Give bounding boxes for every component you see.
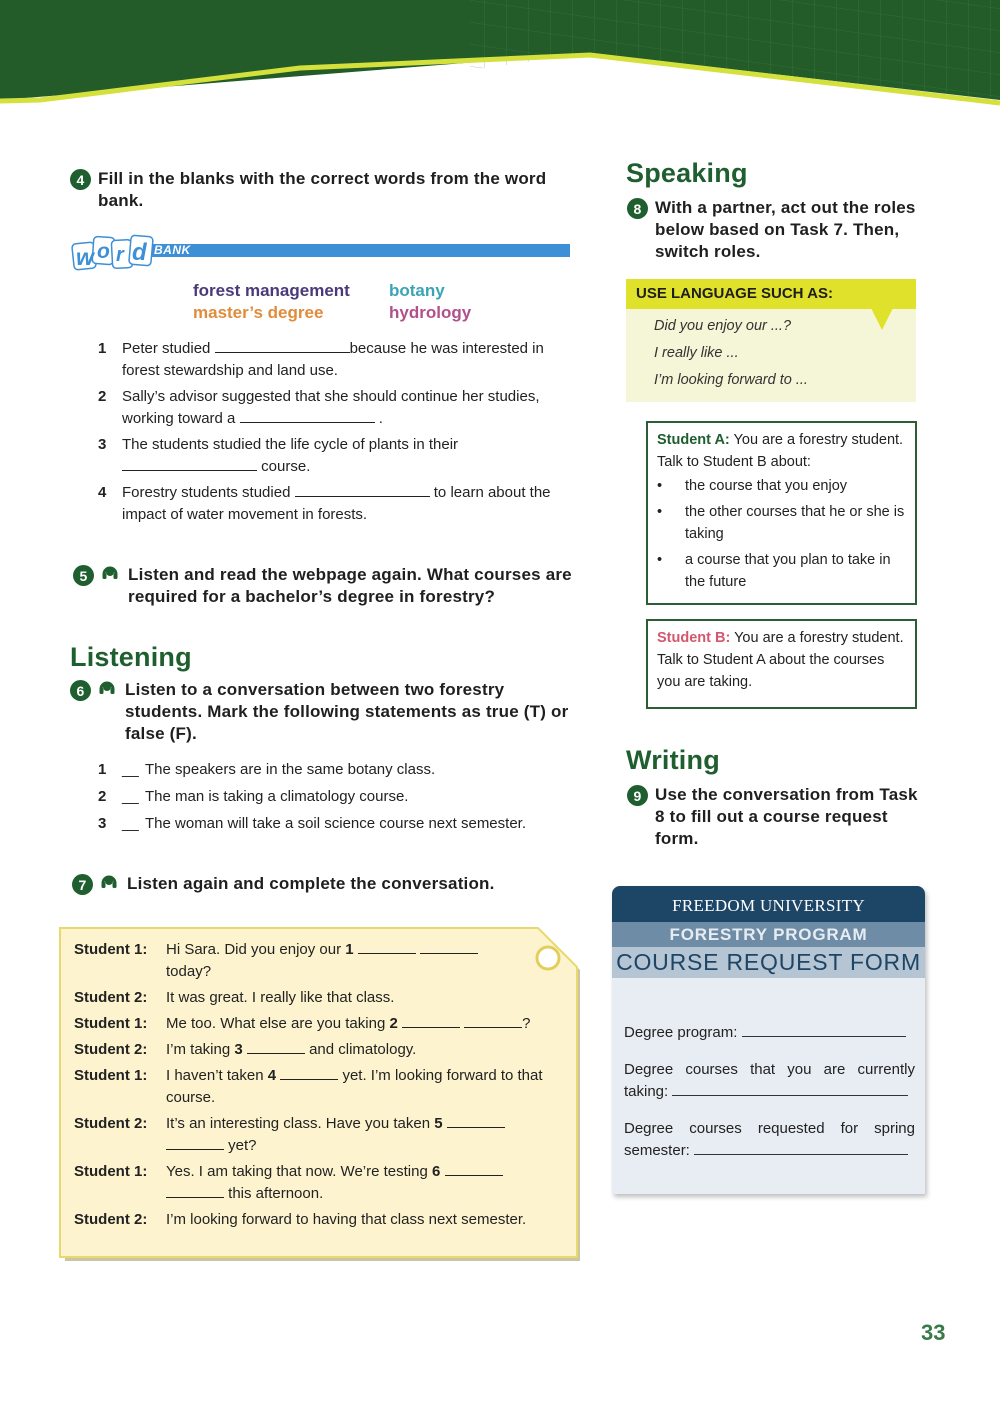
question-item: 2 Sally’s advisor suggested that she should continue her studies, working toward a . (98, 388, 540, 427)
answer-blank[interactable] (240, 409, 375, 423)
requested-courses-input[interactable] (694, 1141, 908, 1155)
audio-headphones-icon[interactable] (101, 564, 119, 582)
task-7-instruction: 7 Listen again and complete the conversation. (72, 873, 575, 895)
answer-blank[interactable]: __ (122, 761, 139, 778)
answer-blank[interactable] (402, 1014, 460, 1028)
task-number-badge: 6 (70, 680, 91, 701)
task-number-badge: 4 (70, 169, 91, 190)
answer-blank[interactable] (166, 1184, 224, 1198)
task-number-badge: 9 (627, 785, 648, 806)
student-a-label: Student A: (657, 432, 730, 448)
task-4-instruction: 4 Fill in the blanks with the correct words from the word bank. (70, 168, 575, 212)
form-title: COURSE REQUEST FORM (612, 947, 925, 978)
answer-blank[interactable]: __ (122, 815, 139, 832)
answer-blank[interactable] (166, 1136, 224, 1150)
word-bank-logo-icon (70, 234, 156, 272)
svg-text:o: o (97, 240, 110, 263)
task-number-badge: 7 (72, 874, 93, 895)
degree-program-input[interactable] (742, 1023, 906, 1037)
right-column (626, 158, 926, 850)
conversation-card (59, 927, 582, 1262)
task-4-questions (98, 338, 575, 526)
audio-headphones-icon[interactable] (98, 679, 116, 697)
bullet-icon: • (657, 478, 663, 494)
form-field-degree-program: Degree program: (624, 1022, 915, 1044)
dialogue-line: Student 1: Hi Sara. Did you enjoy our 1 today? (74, 939, 559, 983)
answer-blank[interactable] (215, 339, 350, 353)
conversation-text (74, 939, 559, 1235)
word-bank-bar (148, 244, 570, 257)
question-item: 3 The students studied the life cycle of plants in their course. (98, 436, 459, 475)
statement-item: 1 __ The speakers are in the same botany class. (98, 759, 575, 781)
bullet-icon: • (657, 504, 663, 520)
answer-blank[interactable] (358, 940, 416, 954)
word-bank-word: forest management (193, 281, 350, 300)
task-9-instruction: 9 Use the conversation from Task 8 to fill out a course request form. (627, 784, 926, 850)
answer-blank[interactable] (445, 1162, 503, 1176)
form-program-name: FORESTRY PROGRAM (612, 922, 925, 947)
section-title-speaking: Speaking (626, 158, 748, 188)
student-a-topics (657, 475, 906, 593)
form-fields (612, 978, 925, 1162)
topic-item: • the course that you enjoy (657, 475, 906, 497)
language-phrase: Did you enjoy our ...? (654, 318, 792, 334)
statement-item: 3 __ The woman will take a soil science course next semester. (98, 813, 575, 835)
word-bank-words (193, 280, 575, 324)
answer-blank[interactable] (247, 1040, 305, 1054)
task-6-statements (98, 759, 575, 835)
statement-item: 2 __ The man is taking a climatology course. (98, 786, 575, 808)
student-b-role-card: Student B: You are a forestry student. Talk to Student A about the courses you are taking. (646, 619, 917, 709)
header-banner (0, 0, 1000, 112)
svg-text:d: d (132, 239, 147, 266)
language-phrase: I really like ... (654, 345, 739, 361)
audio-headphones-icon[interactable] (100, 873, 118, 891)
word-bank-word: botany (389, 281, 445, 300)
svg-text:r: r (116, 244, 124, 266)
answer-blank[interactable]: __ (122, 788, 139, 805)
speech-pointer-icon (871, 308, 893, 330)
student-b-label: Student B: (657, 630, 731, 646)
course-request-form (612, 886, 925, 1194)
word-bank-word: master’s degree (193, 303, 324, 322)
question-item: 4 Forestry students studied to learn about the impact of water movement in forests. (98, 484, 551, 523)
form-field-requested-courses: Degree courses requested for spring semester: (624, 1120, 915, 1159)
answer-blank[interactable] (420, 940, 478, 954)
bullet-icon: • (657, 552, 663, 568)
dialogue-line: Student 2: I’m looking forward to having that class next semester. (74, 1211, 527, 1228)
section-title-writing: Writing (626, 745, 720, 775)
dialogue-line: Student 1: I haven’t taken 4 yet. I’m looking forward to that course. (74, 1067, 543, 1106)
dialogue-line: Student 1: Me too. What else are you taking 2 ? (74, 1015, 531, 1032)
answer-blank[interactable] (464, 1014, 522, 1028)
task-number-badge: 5 (73, 565, 94, 586)
use-language-box (626, 279, 916, 402)
form-university-name: FREEDOM UNIVERSITY (612, 886, 925, 922)
current-courses-input[interactable] (672, 1082, 908, 1096)
word-bank-label: BANK (154, 243, 191, 257)
page-number: 33 (921, 1320, 946, 1345)
language-phrase: I’m looking forward to ... (654, 372, 808, 388)
answer-blank[interactable] (280, 1066, 338, 1080)
topic-item: • the other courses that he or she is taking (657, 501, 906, 545)
dialogue-line: Student 1: Yes. I am taking that now. We’re testing 6 this afternoon. (74, 1161, 559, 1205)
answer-blank[interactable] (122, 457, 257, 471)
question-item: 1 Peter studied because he was interested in forest stewardship and land use. (98, 340, 544, 379)
topic-item: • a course that you plan to take in the future (657, 549, 906, 593)
dialogue-line: Student 2: I’m taking 3 and climatology. (74, 1041, 417, 1058)
word-bank-header (70, 236, 575, 276)
form-field-current-courses: Degree courses that you are currently taking: (624, 1061, 915, 1100)
answer-blank[interactable] (295, 483, 430, 497)
left-column (70, 168, 575, 895)
use-language-heading: USE LANGUAGE SUCH AS: (626, 279, 916, 309)
answer-blank[interactable] (447, 1114, 505, 1128)
dialogue-line: Student 2: It was great. I really like that class. (74, 989, 395, 1006)
task-6-instruction: 6 Listen to a conversation between two forestry students. Mark the following statements as true (T) or false (F). (70, 679, 575, 745)
word-bank-word: hydrology (389, 303, 472, 322)
task-number-badge: 8 (627, 198, 648, 219)
section-title-listening: Listening (70, 642, 192, 672)
svg-text:w: w (76, 244, 94, 270)
student-a-role-card: Student A: You are a forestry student. Talk to Student B about: • the course that you enjoy • the other courses that he or she is taking • a course that you plan to take in the future (646, 421, 917, 605)
dialogue-line: Student 2: It’s an interesting class. Have you taken 5 yet? (74, 1113, 559, 1157)
task-8-instruction: 8 With a partner, act out the roles below based on Task 7. Then, switch roles. (627, 197, 926, 263)
task-5-instruction: 5 Listen and read the webpage again. What courses are required for a bachelor’s degree in forestry? (73, 564, 575, 608)
